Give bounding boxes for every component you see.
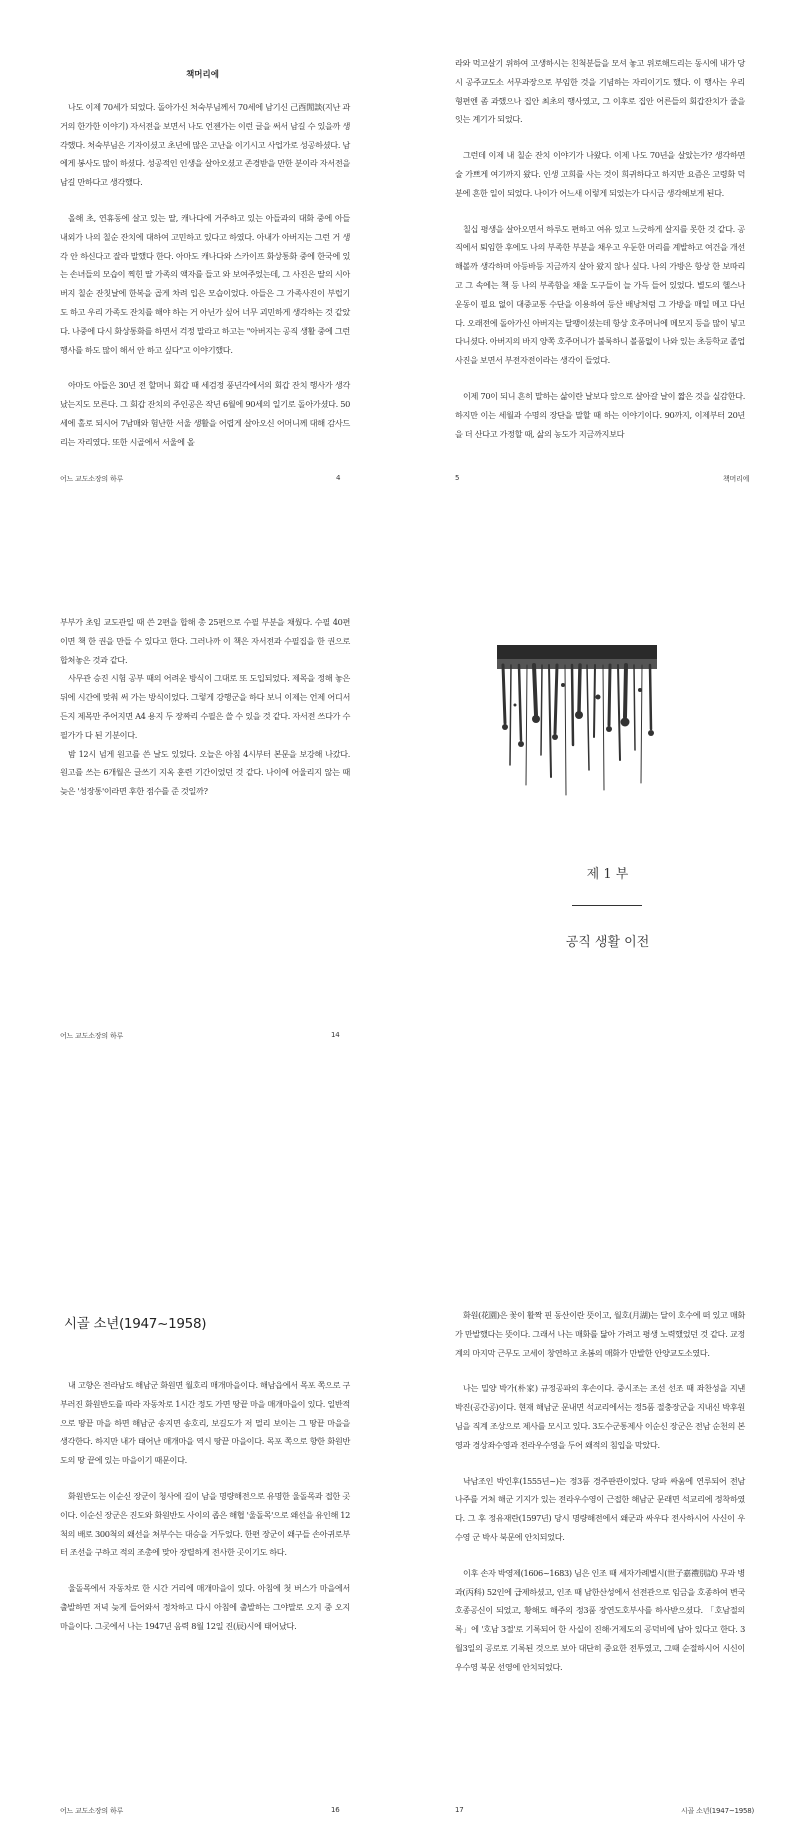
running-head: 책머리에	[723, 475, 750, 483]
page-body	[60, 1376, 350, 1636]
part-title-page	[405, 613, 810, 1226]
running-head: 시골 소년(1947~1958)	[681, 1807, 755, 1815]
paragraph: 화원(花園)은 꽃이 활짝 핀 동산이란 뜻이고, 월호(月湖)는 달이 호수에 떠 있고 매화가 만발했다는 뜻이다. 그래서 나는 매화를 닮아 가려고 평생 노력했었던 것 같다. 교정계의 마지막 근무도 고세이 창연하고 초봄의 매화가 만발한 안양교도소였다.	[455, 1310, 745, 1358]
paragraph: 그런데 이제 내 칠순 잔치 이야기가 나왔다. 이제 나도 70년을 살았는가? 생각하면 술 가쁘게 여기까지 왔다. 인생 고희를 사는 것이 희귀하다고 하지만 요즘은 고령화 덕분에 흔한 일이 되었다. 나이가 어느새 이렇게 되었는가 다시금 생각해보게 된다.	[455, 150, 745, 198]
running-head: 어느 교도소장의 하루	[60, 1807, 124, 1815]
section-title: 시골 소년(1947~1958)	[64, 1316, 207, 1332]
page-number: 14	[331, 1031, 340, 1039]
paragraph: 내 고향은 전라남도 해남군 화원면 월호리 매개마을이다. 해남읍에서 목포 쪽으로 구부러진 화원반도를 따라 자동차로 1시간 정도 가면 땅끝 마을 매개마을이 있다. 일반적으로 땅끝 마을 하면 해남군 송지면 송호리, 보길도가 저 멀리 보이는 그 땅끝 마을을 생각한다. 하지만 내가 태어난 매개마을 역시 땅끝 마을이다. 목포 쪽으로 향한 화원반도의 땅 끝에 있는 마을이기 때문이다.	[60, 1380, 350, 1466]
preface-title: 책머리에	[186, 70, 219, 80]
part-title: 공직 생활 이전	[565, 935, 650, 950]
paragraph: 라와 먹고살기 위하여 고생하시는 친척분들을 모셔 놓고 위로해드리는 동시에 내가 당시 공주교도소 서무과장으로 부임한 것을 기념하는 자리이기도 했다. 이 행사는 우리 형편엔 좀 과했으나 집안 최초의 행사였고, 그 이후로 집안 어른들의 회갑잔치가 줄을 잇는 계기가 되었다.	[455, 58, 745, 125]
page-4	[0, 0, 405, 613]
paragraph: 사무관 승진 시험 공부 때의 어려운 방식이 그대로 또 도입되었다. 제목을 정해 놓은 뒤에 시간에 맞춰 써 가는 방식이었다. 그렇게 강행군을 하다 보니 이제는 언제 어디서든지 제목만 주어지면 A4 용지 두 장짜리 수필은 쓸 수 있을 것 같다. 자서전 쓰다가 수필가가 다 된 기분이다.	[60, 673, 350, 740]
paragraph: 칠십 평생을 살아오면서 하루도 편하고 여유 있고 느긋하게 살지를 못한 것 같다. 공직에서 퇴임한 후에도 나의 부족한 부분을 채우고 우둔한 머리를 계발하고 여건을 개선해볼까 생각하며 아등바등 지금까지 살아 왔지 않나 싶다. 나의 가방은 항상 한 보따리고 그 속에는 책 등 나의 부족함을 채울 도구들이 늘 가득 들어 있었다. 별도의 헬스나 운동이 필요 없이 대중교통 수단을 이용하여 등산 배낭처럼 그 가방을 매일 메고 다닌다. 오래전에 돌아가신 아버지는 달팽이셨는데 항상 호주머니에 메모지 등을 많이 넣고 다니셨다. 아버지의 바지 양쪽 호주머니가 불룩하니 볼품없이 나와 있는 초등학교 졸업사진을 보면서 부전자전이라는 생각이 들었다.	[455, 223, 745, 366]
paragraph: 화원반도는 이순신 장군이 청사에 길이 남을 명량해전으로 유명한 울돌목과 접한 곳이다. 이순신 장군은 진도와 화원반도 사이의 좁은 해협 '울돌목'으로 왜선을 유인해 12척의 배로 300척의 왜선을 쳐부수는 대승을 거두었다. 한편 장군이 왜구들 손아귀로부터 조선을 구하고 적의 조총에 맞아 장렬하게 전사한 곳이기도 하다.	[60, 1490, 351, 1558]
page-16	[0, 1226, 405, 1839]
page-body	[455, 1306, 745, 1677]
page-body	[60, 613, 350, 801]
page-number: 16	[331, 1806, 340, 1814]
paragraph: 나도 이제 70세가 되었다. 돌아가신 처숙부님께서 70세에 남기신 己酉閒談(지난 과거의 한가한 이야기) 자서전을 보면서 나도 언젠가는 이런 글을 써서 남길 수 있을까 생각했다. 처숙부님은 기자이셨고 초년에 많은 고난을 이기시고 사업가로 성공하셨다. 남에게 봉사도 많이 하셨다. 성공적인 인생을 살아오셨고 존경받을 만한 분이라 자서전을 남길 만하다고 생각했다.	[60, 102, 350, 188]
page-number: 17	[455, 1806, 464, 1814]
page-14	[0, 613, 405, 1226]
page-5	[405, 0, 810, 613]
ink-drip-illustration	[497, 645, 657, 805]
running-head: 어느 교도소장의 하루	[60, 475, 124, 483]
paragraph: 올해 초, 연휴동에 살고 있는 딸, 캐나다에 거주하고 있는 아들과의 대화 중에 아들 내외가 나의 칠순 잔치에 대하여 고민하고 있다고 하였다. 아내가 아버지는 그런 거 생각 안 하신다고 잘라 말했다 한다. 아마도 캐나다와 스카이프 화상통화 중에 한국에 있는 손녀들의 모습이 찍힌 딸 가족의 액자를 들고 와 보여주었는데, 그 사진은 딸의 시아버지 칠순 잔칫날에 한복을 곱게 차려 입은 모습이었다. 아들은 그 가족사진이 부럽기도 하고 우리 가족도 잔치를 해야 하는 거 아닌가 싶어 너무 괴민하게 생각하는 것 같았다. 나중에 다시 화상통화를 하면서 걱정 말라고 하고는 "아버지는 공직 생활 중에 그런 행사를 하도 많이 해서 안 하고 싶다"고 이야기했다.	[60, 212, 350, 355]
divider	[572, 905, 642, 906]
page-body	[60, 98, 350, 452]
paragraph: 아마도 아들은 30년 전 할머니 회갑 때 세검정 풍년각에서의 회갑 잔치 행사가 생각났는지도 모른다. 그 회갑 잔치의 주인공은 작년 6월에 90세의 일기로 돌아가셨다. 50세에 홀로 되시어 7남매와 험난한 서울 생활을 어렵게 살아오신 어머니께 대해 감사드리는 자리였다. 또한 시골에서 서울에 올	[60, 380, 350, 447]
part-label: 제 1 부	[586, 867, 629, 882]
paragraph: 밤 12시 넘게 원고를 쓴 날도 있었다. 오늘은 아침 4시부터 본문을 보강해 나갔다. 원고를 쓰는 6개월은 글쓰기 지옥 훈련 기간이었던 것 같다. 나이에 어울리지 않는 때늦은 '성장통'이라면 후한 점수를 준 것일까?	[60, 748, 350, 797]
page-17	[405, 1226, 810, 1839]
page-body	[455, 54, 745, 443]
running-head: 어느 교도소장의 하루	[60, 1032, 124, 1040]
paragraph: 낙남조인 박인후(1555년~)는 정3품 경주판관이었다. 당파 싸움에 연루되어 전남 나주를 거쳐 해군 기지가 있는 전라우수영이 근접한 해남군 문래면 석교리에 정착하였다. 그 후 정유재란(1597년) 당시 명량해전에서 왜군과 싸우다 전사하시어 사신이 우수영 군 박사 북문에 안치되었다.	[455, 1475, 745, 1542]
page-number: 5	[455, 474, 460, 482]
paragraph: 부부가 초임 교도관일 때 쓴 2편을 합해 총 25편으로 수필 부분을 채웠다. 수필 40편이면 책 한 권을 만들 수 있다고 한다. 그러나까 이 책은 자서전과 수필집을 한 권으로 합쳐놓은 것과 같다.	[60, 617, 350, 665]
paragraph: 이후 손자 박영제(1606~1683) 님은 인조 때 세자가례별시(世子嘉禮別試) 무과 병과(丙科) 52인에 급제하셨고, 인조 때 남한산성에서 선전관으로 임금을 호종하여 변국 호종공신이 되었고, 황해도 해주의 정3품 장연도호부사를 하사받으셨다. 「호남절의록」에 '호남 3절'로 기록되어 한 사실이 진해·거제도의 공덕비에 남아 있다고 한다. 3월3일의 공로로 기록된 것으로 보아 대단히 중요한 전투였고, 그때 순절하시어 시신이 우수영 북문 선영에 안치되었다.	[455, 1567, 745, 1672]
paragraph: 이제 70이 되니 흔히 말하는 삶이란 날보다 앞으로 살아갈 날이 짧은 것을 실감한다. 하지만 이는 세월과 수명의 장단을 말할 때 하는 이야기이다. 90까지, 이제부터 20년을 더 산다고 가정할 때, 삶의 농도가 지금까지보다	[455, 390, 745, 439]
paragraph: 울돌목에서 자동차로 한 시간 거리에 매개마을이 있다. 아침에 첫 버스가 마을에서 출발하면 저녁 늦게 들어와서 정차하고 다시 아침에 출발하는 그야말로 오지 중 오지 마을이다. 그곳에서 나는 1947년 음력 8월 12일 진(辰)시에 태어났다.	[60, 1583, 350, 1631]
page-number: 4	[336, 474, 341, 482]
paragraph: 나는 밀양 박가(朴家) 규정공파의 후손이다. 중시조는 조선 선조 때 좌찬성을 지낸 박진(공간공)이다. 현재 해남군 문내면 석교리에서는 정5품 절충장군을 지내신 박후원 님을 직계 조상으로 제사를 모시고 있다. 3도수군통제사 이순신 장군은 전남 순천의 본영과 경상좌수영과 전라우수영을 두어 왜적의 침입을 막았다.	[455, 1383, 745, 1450]
